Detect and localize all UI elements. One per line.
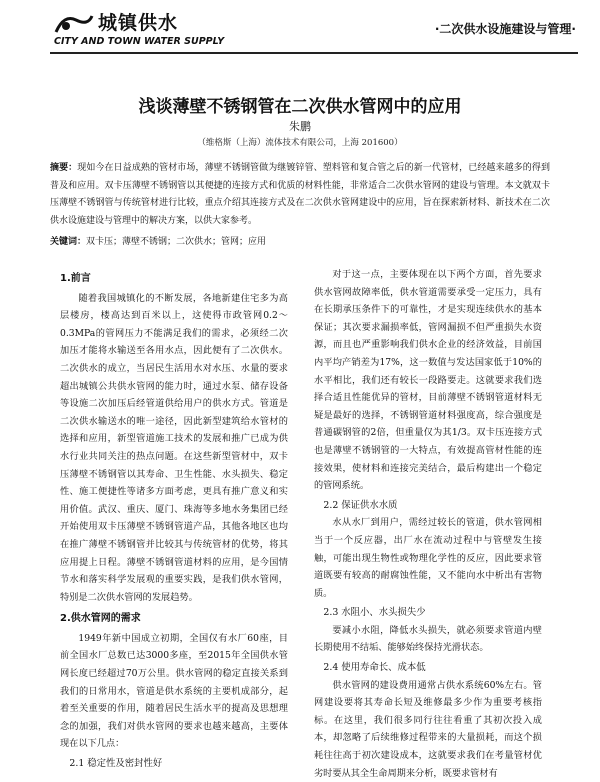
subheading: 2.3 水阻小、水头损失少 (323, 607, 426, 619)
journal-name-en: CITY AND TOWN WATER SUPPLY (54, 36, 225, 47)
section-title: ·二次供水设施建设与管理· (434, 22, 576, 36)
journal-logo (54, 8, 224, 50)
body-column-right (314, 266, 542, 782)
paragraph: 1949年新中国成立初期，全国仅有水厂60座，目前全国水厂总数已达3000多座，至2015年全国供水管网长度已经超过70万公里。供水管网的稳定直接关系到我们的日常用水，管道是供水系统的主要机成部分，起着至关重要的作用，随着居民生活水平的提高及思想理念的加强，我们对供水管网的要求也越来越高，主要体现在以下几点： (60, 632, 288, 750)
article-title: 浅谈薄壁不锈钢管在二次供水管网中的应用 (138, 97, 462, 117)
keywords-text: 双卡压；薄壁不锈钢；二次供水；管网；应用 (86, 237, 267, 247)
paragraph: 水从水厂到用户，需经过较长的管道，供水管网相当于一个反应器，出厂水在流动过程中与管壁发生接触，可能出现生物性或物理化学性的反应，因此要求管道既要有较高的耐腐蚀性能，又不能向水中析出有害物质。 (314, 517, 542, 599)
paragraph: 对于这一点，主要体现在以下两个方面，首先要求供水管网故障率低，供水管道需要承受一定压力，具有在长期承压条件下的可靠性，才是实现连续供水的基本保证；其次要求漏损率低，管网漏损不但严重损失水资源，而且也严重影响我们供水企业的经济效益，目前国内平均产销差为17%，这一数值与发达国家低于10%的水平相比，我们还有较长一段路要走。这就要求我们选择合适且性能优异的管材，目前薄壁不锈钢管道材料无疑是最好的选择，不锈钢管道材料强度高，综合强度是普通碳钢管的2倍，但重量仅为其1/3。双卡压连接方式也是薄壁不锈钢管的一大特点，有效提高管材性能的连接效果，使材料和连接完美结合，最后构建出一个稳定的管网系统。 (314, 269, 542, 492)
paragraph: 要减小水阻，降低水头损失，就必须要求管道内壁长期使用不结垢、能够始终保持光滑状态。 (314, 624, 542, 654)
keywords (50, 234, 550, 247)
heading-demand: 2.供水管网的需求 (60, 613, 141, 625)
author-affiliation: （维格斯（上海）流体技术有限公司，上海 201600） (197, 138, 403, 148)
abstract (50, 160, 550, 230)
keywords-label: 关键词： (50, 237, 87, 247)
body-column-left (60, 266, 288, 773)
subheading: 2.1 稳定性及密封性好 (69, 758, 163, 770)
subheading: 2.4 使用寿命长、成本低 (323, 662, 426, 674)
water-drop-icon (54, 12, 94, 36)
subheading: 2.2 保证供水水质 (323, 499, 398, 511)
page-header (0, 0, 600, 54)
paragraph: 随着我国城镇化的不断发展，各地新建住宅多为高层楼房，楼高达到百米以上，这使得市政管网0.2～0.3MPa的管网压力不能满足我们的需求，必须经二次加压才能将水输送至各用水点，因此便有了二次供水。二次供水的成立，当居民生活用水对水压、水量的要求超出城镇公共供水管网的能力时，通过水泵、储存设备等设施二次加压后经管道供给用户的供水方式。管道是二次供水输送水的唯一途径，因此新型建筑给水管材的选择和应用，新型管道施工技术的发展和推广已成为供水行业共同关注的热点问题。在这些新型管材中，双卡压薄壁不锈钢管以其寿命、卫生性能、水头损失、稳定性、施工便捷性等诸多方面考虑，更具有推广意义和实用价值。武汉、重庆、厦门、珠海等多地水务集团已经开始使用双卡压薄壁不锈钢管道产品，其他各地区也均在推广薄壁不锈钢管并比较其与传统管材的优势，将其应用提上日程。薄壁不锈钢管道材料的应用，是今国情节水和落实科学发展观的重要实践，是我们供水管网，特别是二次供水管网的发展趋势。 (60, 292, 288, 603)
heading-intro: 1.前言 (60, 273, 91, 284)
abstract-text: 现如今在日益成熟的管材市场，薄壁不锈钢管做为继镀锌管、塑料管和复合管之后的新一代管材，已经越来越多的得到普及和应用。双卡压薄壁不锈钢管以其便捷的连接方式和优质的材料性能，非常适合二次供水管网的建设与管理。本文就双卡压薄壁不锈钢管与传统管材进行比较，重点介绍其连接方式及在二次供水管网建设中的应用，旨在探索新材料、新技术在二次供水设施建设与管理中的解决方案，以供大家参考。 (50, 163, 550, 226)
article-author: 朱鹏 (289, 120, 311, 133)
paragraph: 供水管网的建设费用通常占供水系统60%左右。管网建设要将其寿命长短及维修最多少作为重要考核指标。在这里，我们很多同行往往看重了其初次投入成本，却忽略了后续维修过程带来的大量损耗，而这个损耗往往高于初次建设成本，这就要求我们在考量管材优劣时要从其全生命周期来分析，既要求管材有 (314, 679, 542, 779)
header-divider (50, 52, 578, 54)
journal-name-cn: 城镇供水 (98, 12, 179, 34)
abstract-label: 摘要： (50, 163, 78, 173)
